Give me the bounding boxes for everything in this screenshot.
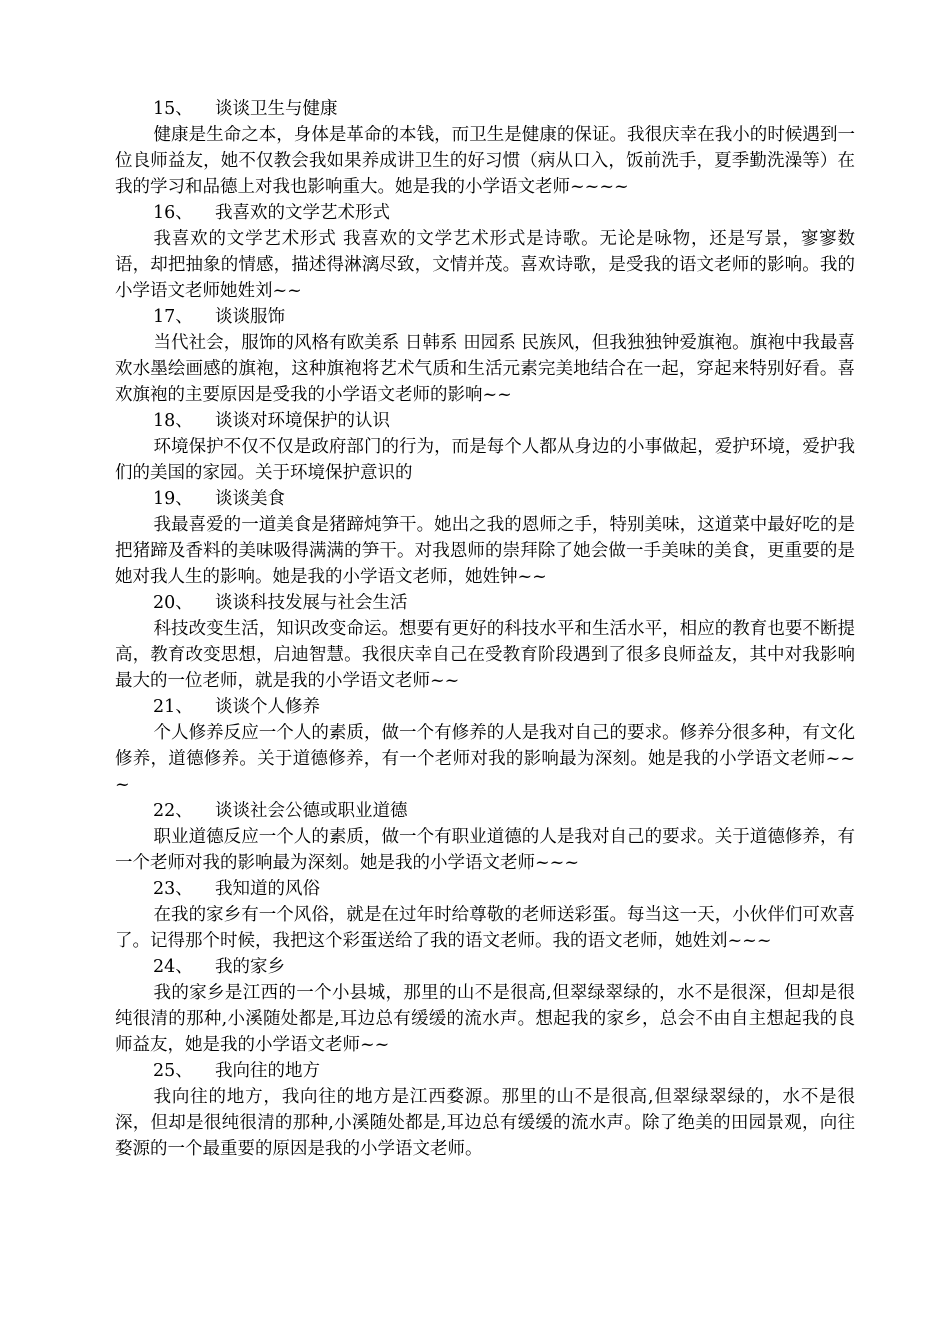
topic-title: 我知道的风俗 xyxy=(215,879,320,899)
topic-heading xyxy=(115,96,855,122)
topic-number: 25、 xyxy=(153,1061,193,1081)
topic-24 xyxy=(115,954,855,1058)
topic-title: 我向往的地方 xyxy=(215,1061,320,1081)
topic-heading xyxy=(115,694,855,720)
document-body xyxy=(115,96,855,1162)
topic-heading xyxy=(115,798,855,824)
topic-heading xyxy=(115,304,855,330)
topic-heading xyxy=(115,200,855,226)
topic-17 xyxy=(115,304,855,408)
topic-title: 谈谈服饰 xyxy=(215,307,285,327)
topic-number: 24、 xyxy=(153,957,193,977)
topic-paragraph: 环境保护不仅不仅是政府部门的行为，而是每个人都从身边的小事做起，爱护环境，爱护我们的美国的家园。关于环境保护意识的 xyxy=(115,437,855,483)
topic-heading xyxy=(115,408,855,434)
topic-title: 谈谈科技发展与社会生活 xyxy=(215,593,408,613)
topic-title: 谈谈个人修养 xyxy=(215,697,320,717)
topic-number: 21、 xyxy=(153,697,193,717)
topic-title: 我的家乡 xyxy=(215,957,285,977)
topic-paragraph: 个人修养反应一个人的素质，做一个有修养的人是我对自己的要求。修养分很多种，有文化修养，道德修养。关于道德修养，有一个老师对我的影响最为深刻。她是我的小学语文老师~~~ xyxy=(115,723,855,795)
topic-16 xyxy=(115,200,855,304)
topic-heading xyxy=(115,954,855,980)
topic-number: 22、 xyxy=(153,801,193,821)
topic-title: 谈谈卫生与健康 xyxy=(215,99,338,119)
topic-title: 我喜欢的文学艺术形式 xyxy=(215,203,390,223)
topic-22 xyxy=(115,798,855,876)
topic-paragraph: 科技改变生活，知识改变命运。想要有更好的科技水平和生活水平，相应的教育也要不断提高，教育改变思想，启迪智慧。我很庆幸自己在受教育阶段遇到了很多良师益友，其中对我影响最大的一位老师，就是我的小学语文老师~~ xyxy=(115,619,855,691)
topic-title: 谈谈美食 xyxy=(215,489,285,509)
topic-paragraph: 我的家乡是江西的一个小县城，那里的山不是很高,但翠绿翠绿的，水不是很深，但却是很纯很清的那种,小溪随处都是,耳边总有缓缓的流水声。想起我的家乡，总会不由自主想起我的良师益友，她是我的小学语文老师~~ xyxy=(115,983,855,1055)
topic-heading xyxy=(115,486,855,512)
topic-19 xyxy=(115,486,855,590)
topic-paragraph: 我最喜爱的一道美食是猪蹄炖笋干。她出之我的恩师之手，特别美味，这道菜中最好吃的是把猪蹄及香料的美味吸得满满的笋干。对我恩师的崇拜除了她会做一手美味的美食，更重要的是她对我人生的影响。她是我的小学语文老师，她姓钟~~ xyxy=(115,515,855,587)
topic-heading xyxy=(115,590,855,616)
topic-number: 20、 xyxy=(153,593,193,613)
topic-title: 谈谈对环境保护的认识 xyxy=(215,411,390,431)
topic-25 xyxy=(115,1058,855,1162)
topic-heading xyxy=(115,876,855,902)
topic-title: 谈谈社会公德或职业道德 xyxy=(215,801,408,821)
topic-number: 23、 xyxy=(153,879,193,899)
topic-paragraph: 职业道德反应一个人的素质，做一个有职业道德的人是我对自己的要求。关于道德修养，有一个老师对我的影响最为深刻。她是我的小学语文老师~~~ xyxy=(115,827,855,873)
topic-21 xyxy=(115,694,855,798)
topic-paragraph: 我向往的地方，我向往的地方是江西婺源。那里的山不是很高,但翠绿翠绿的，水不是很深，但却是很纯很清的那种,小溪随处都是,耳边总有缓缓的流水声。除了绝美的田园景观，向往婺源的一个最重要的原因是我的小学语文老师。 xyxy=(115,1087,855,1159)
topic-number: 15、 xyxy=(153,99,193,119)
topic-paragraph: 当代社会，服饰的风格有欧美系 日韩系 田园系 民族风，但我独独钟爱旗袍。旗袍中我最喜欢水墨绘画感的旗袍，这种旗袍将艺术气质和生活元素完美地结合在一起，穿起来特别好看。喜欢旗袍的主要原因是受我的小学语文老师的影响~~ xyxy=(115,333,855,405)
topic-paragraph: 健康是生命之本，身体是革命的本钱，而卫生是健康的保证。我很庆幸在我小的时候遇到一位良师益友，她不仅教会我如果养成讲卫生的好习惯（病从口入，饭前洗手，夏季勤洗澡等）在我的学习和品德上对我也影响重大。她是我的小学语文老师~~~~ xyxy=(115,125,855,197)
topic-number: 16、 xyxy=(153,203,193,223)
topic-paragraph: 在我的家乡有一个风俗，就是在过年时给尊敬的老师送彩蛋。每当这一天，小伙伴们可欢喜了。记得那个时候，我把这个彩蛋送给了我的语文老师。我的语文老师，她姓刘~~~ xyxy=(115,905,855,951)
topic-20 xyxy=(115,590,855,694)
topic-number: 19、 xyxy=(153,489,193,509)
topic-heading xyxy=(115,1058,855,1084)
topic-23 xyxy=(115,876,855,954)
topic-15 xyxy=(115,96,855,200)
topic-18 xyxy=(115,408,855,486)
topic-paragraph: 我喜欢的文学艺术形式 我喜欢的文学艺术形式是诗歌。无论是咏物，还是写景，寥寥数语，却把抽象的情感，描述得淋漓尽致，文情并茂。喜欢诗歌，是受我的语文老师的影响。我的小学语文老师她姓刘~~ xyxy=(115,229,855,301)
topic-number: 17、 xyxy=(153,307,193,327)
topic-number: 18、 xyxy=(153,411,193,431)
